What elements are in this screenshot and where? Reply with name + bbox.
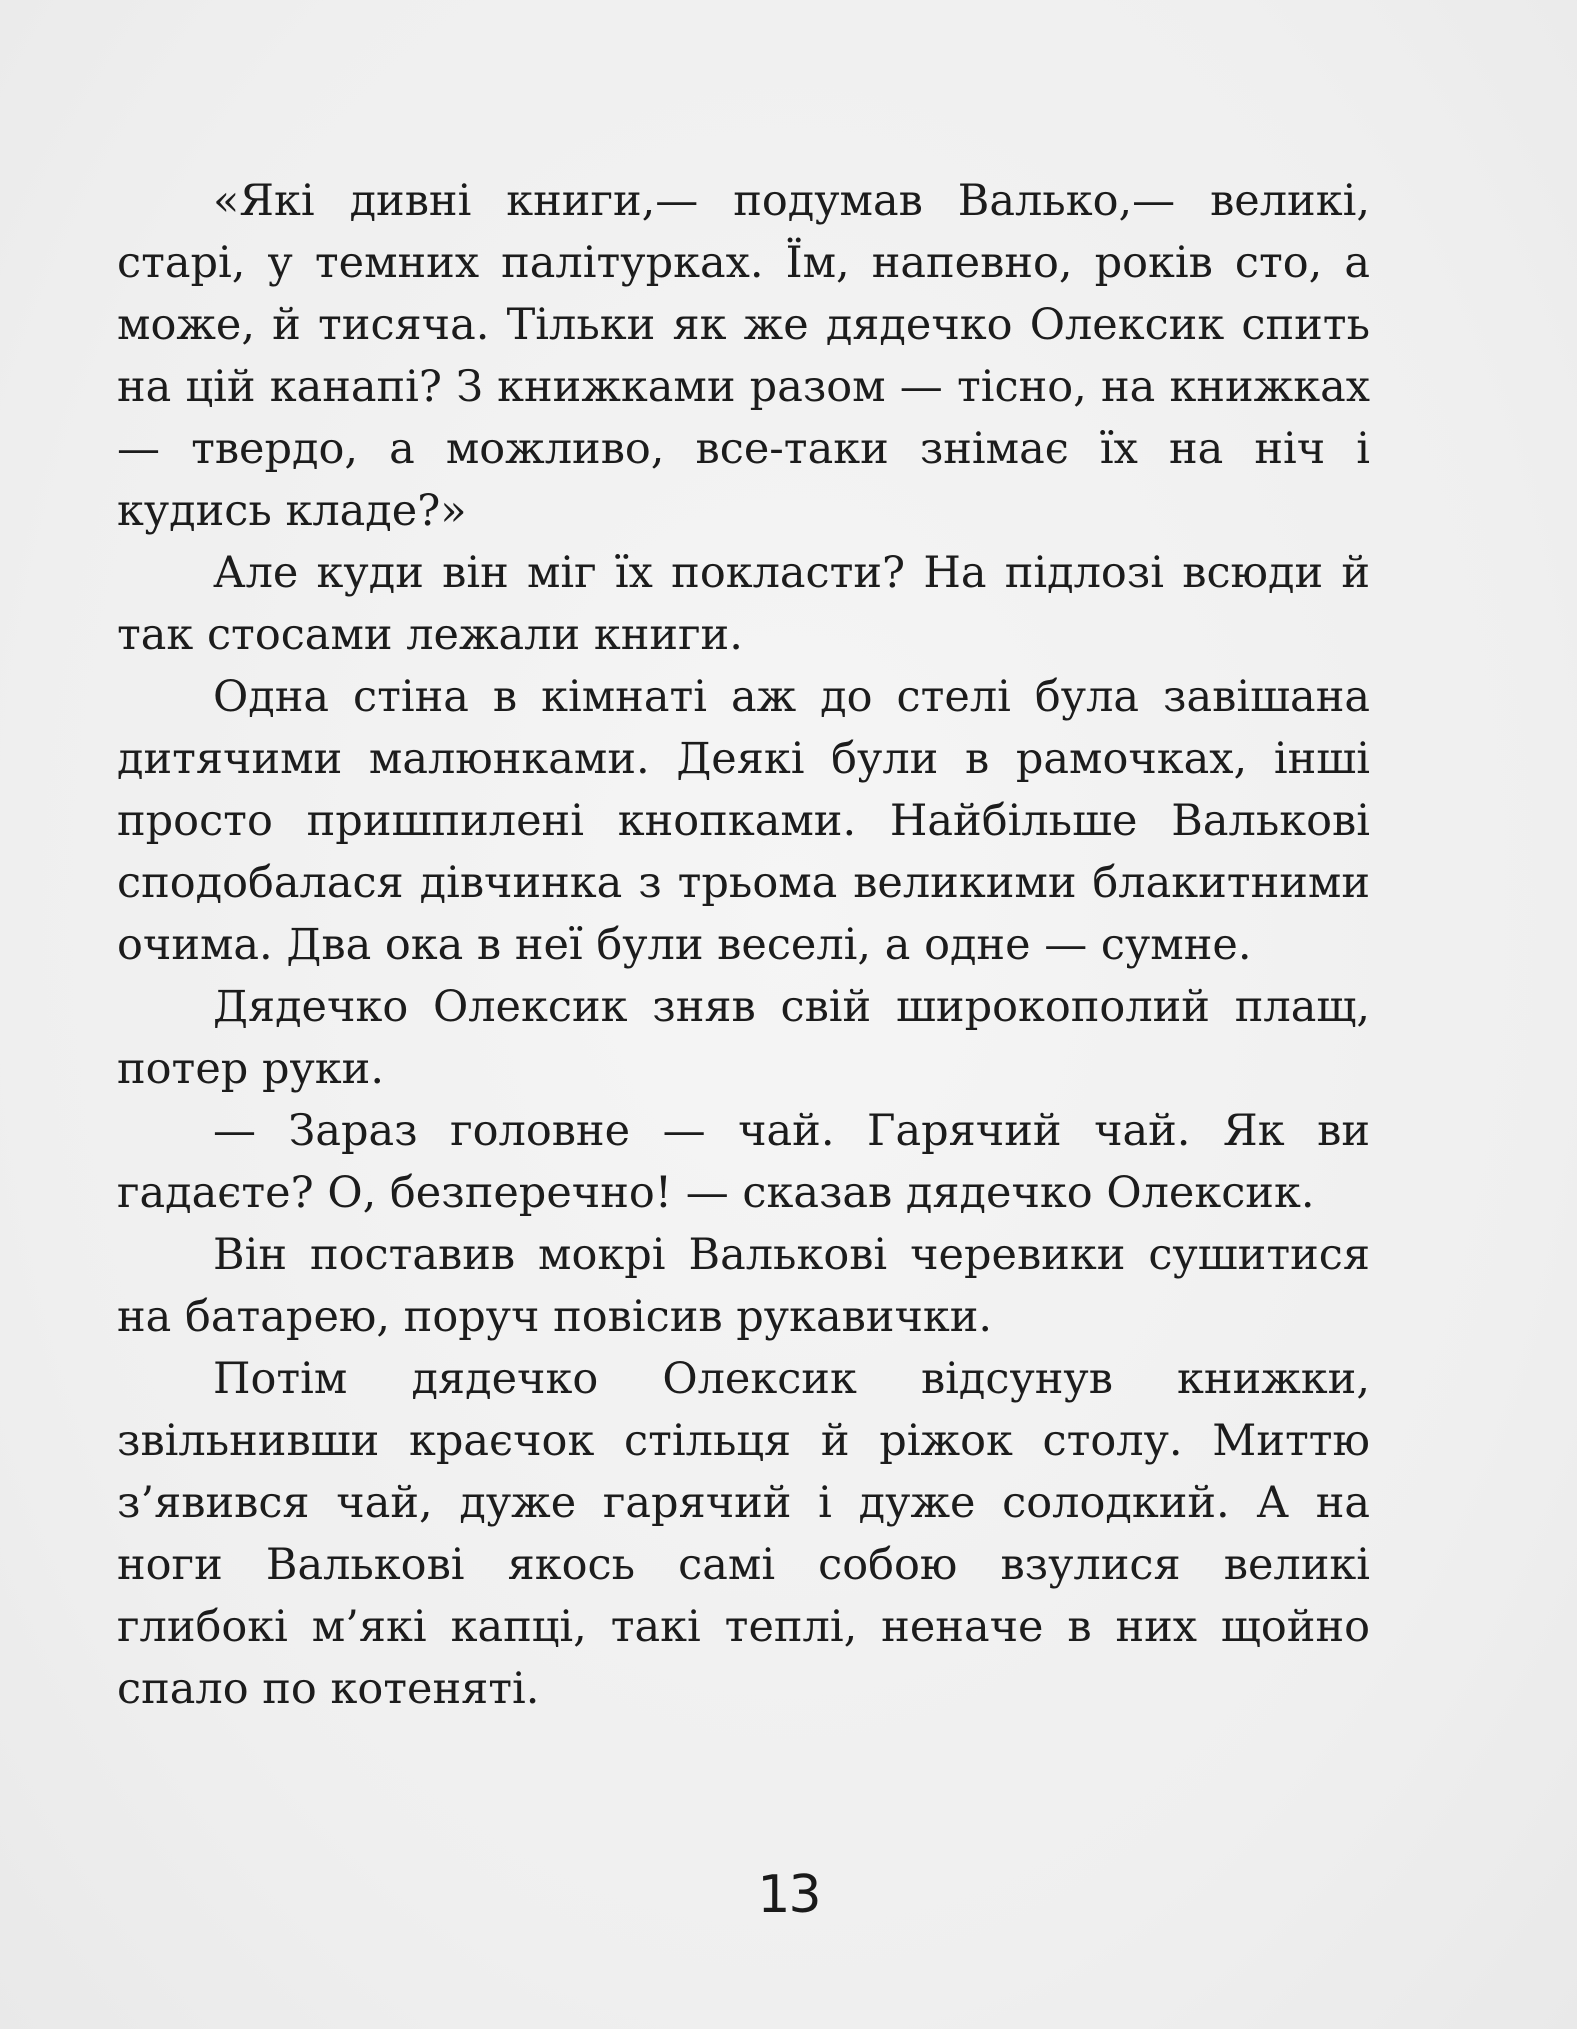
paragraph-3: Одна стіна в кімнаті аж до стелі була завішана дитячими малюнками. Деякі були в рамочках, інші просто пришпилені кнопками. Найбільше Валькові сподобалася дівчинка з трьома великими блакитними очима. Два ока в неї були веселі, а одне — сумне. (117, 672, 1370, 970)
page-number: 13 (757, 1865, 820, 1925)
body-text (117, 170, 1370, 1720)
paragraph-1: «Які дивні книги,— подумав Валько,— великі, старі, у темних палітурках. Їм, напевно, років сто, а може, й тисяча. Тільки як же дядечко Олексик спить на цій канапі? З книжками разом — тісно, на книжках — твердо, а можливо, все-таки знімає їх на ніч і кудись кладе?» (117, 176, 1370, 536)
paragraph-2: Але куди він міг їх покласти? На підлозі всюди й так стосами лежали книги. (117, 548, 1370, 660)
paragraph-5: — Зараз головне — чай. Гарячий чай. Як ви гадаєте? О, безперечно! — сказав дядечко Олексик. (117, 1106, 1370, 1218)
paragraph-6: Він поставив мокрі Валькові черевики сушитися на батарею, поруч повісив рукавички. (117, 1230, 1370, 1342)
paragraph-4: Дядечко Олексик зняв свій широкополий плащ, потер руки. (117, 982, 1370, 1094)
paragraph-7: Потім дядечко Олексик відсунув книжки, звільнивши краєчок стільця й ріжок столу. Миттю з’явився чай, дуже гарячий і дуже солодкий. А на ноги Валькові якось самі собою взулися великі глибокі м’які капці, такі теплі, неначе в них щойно спало по котеняті. (117, 1354, 1370, 1714)
